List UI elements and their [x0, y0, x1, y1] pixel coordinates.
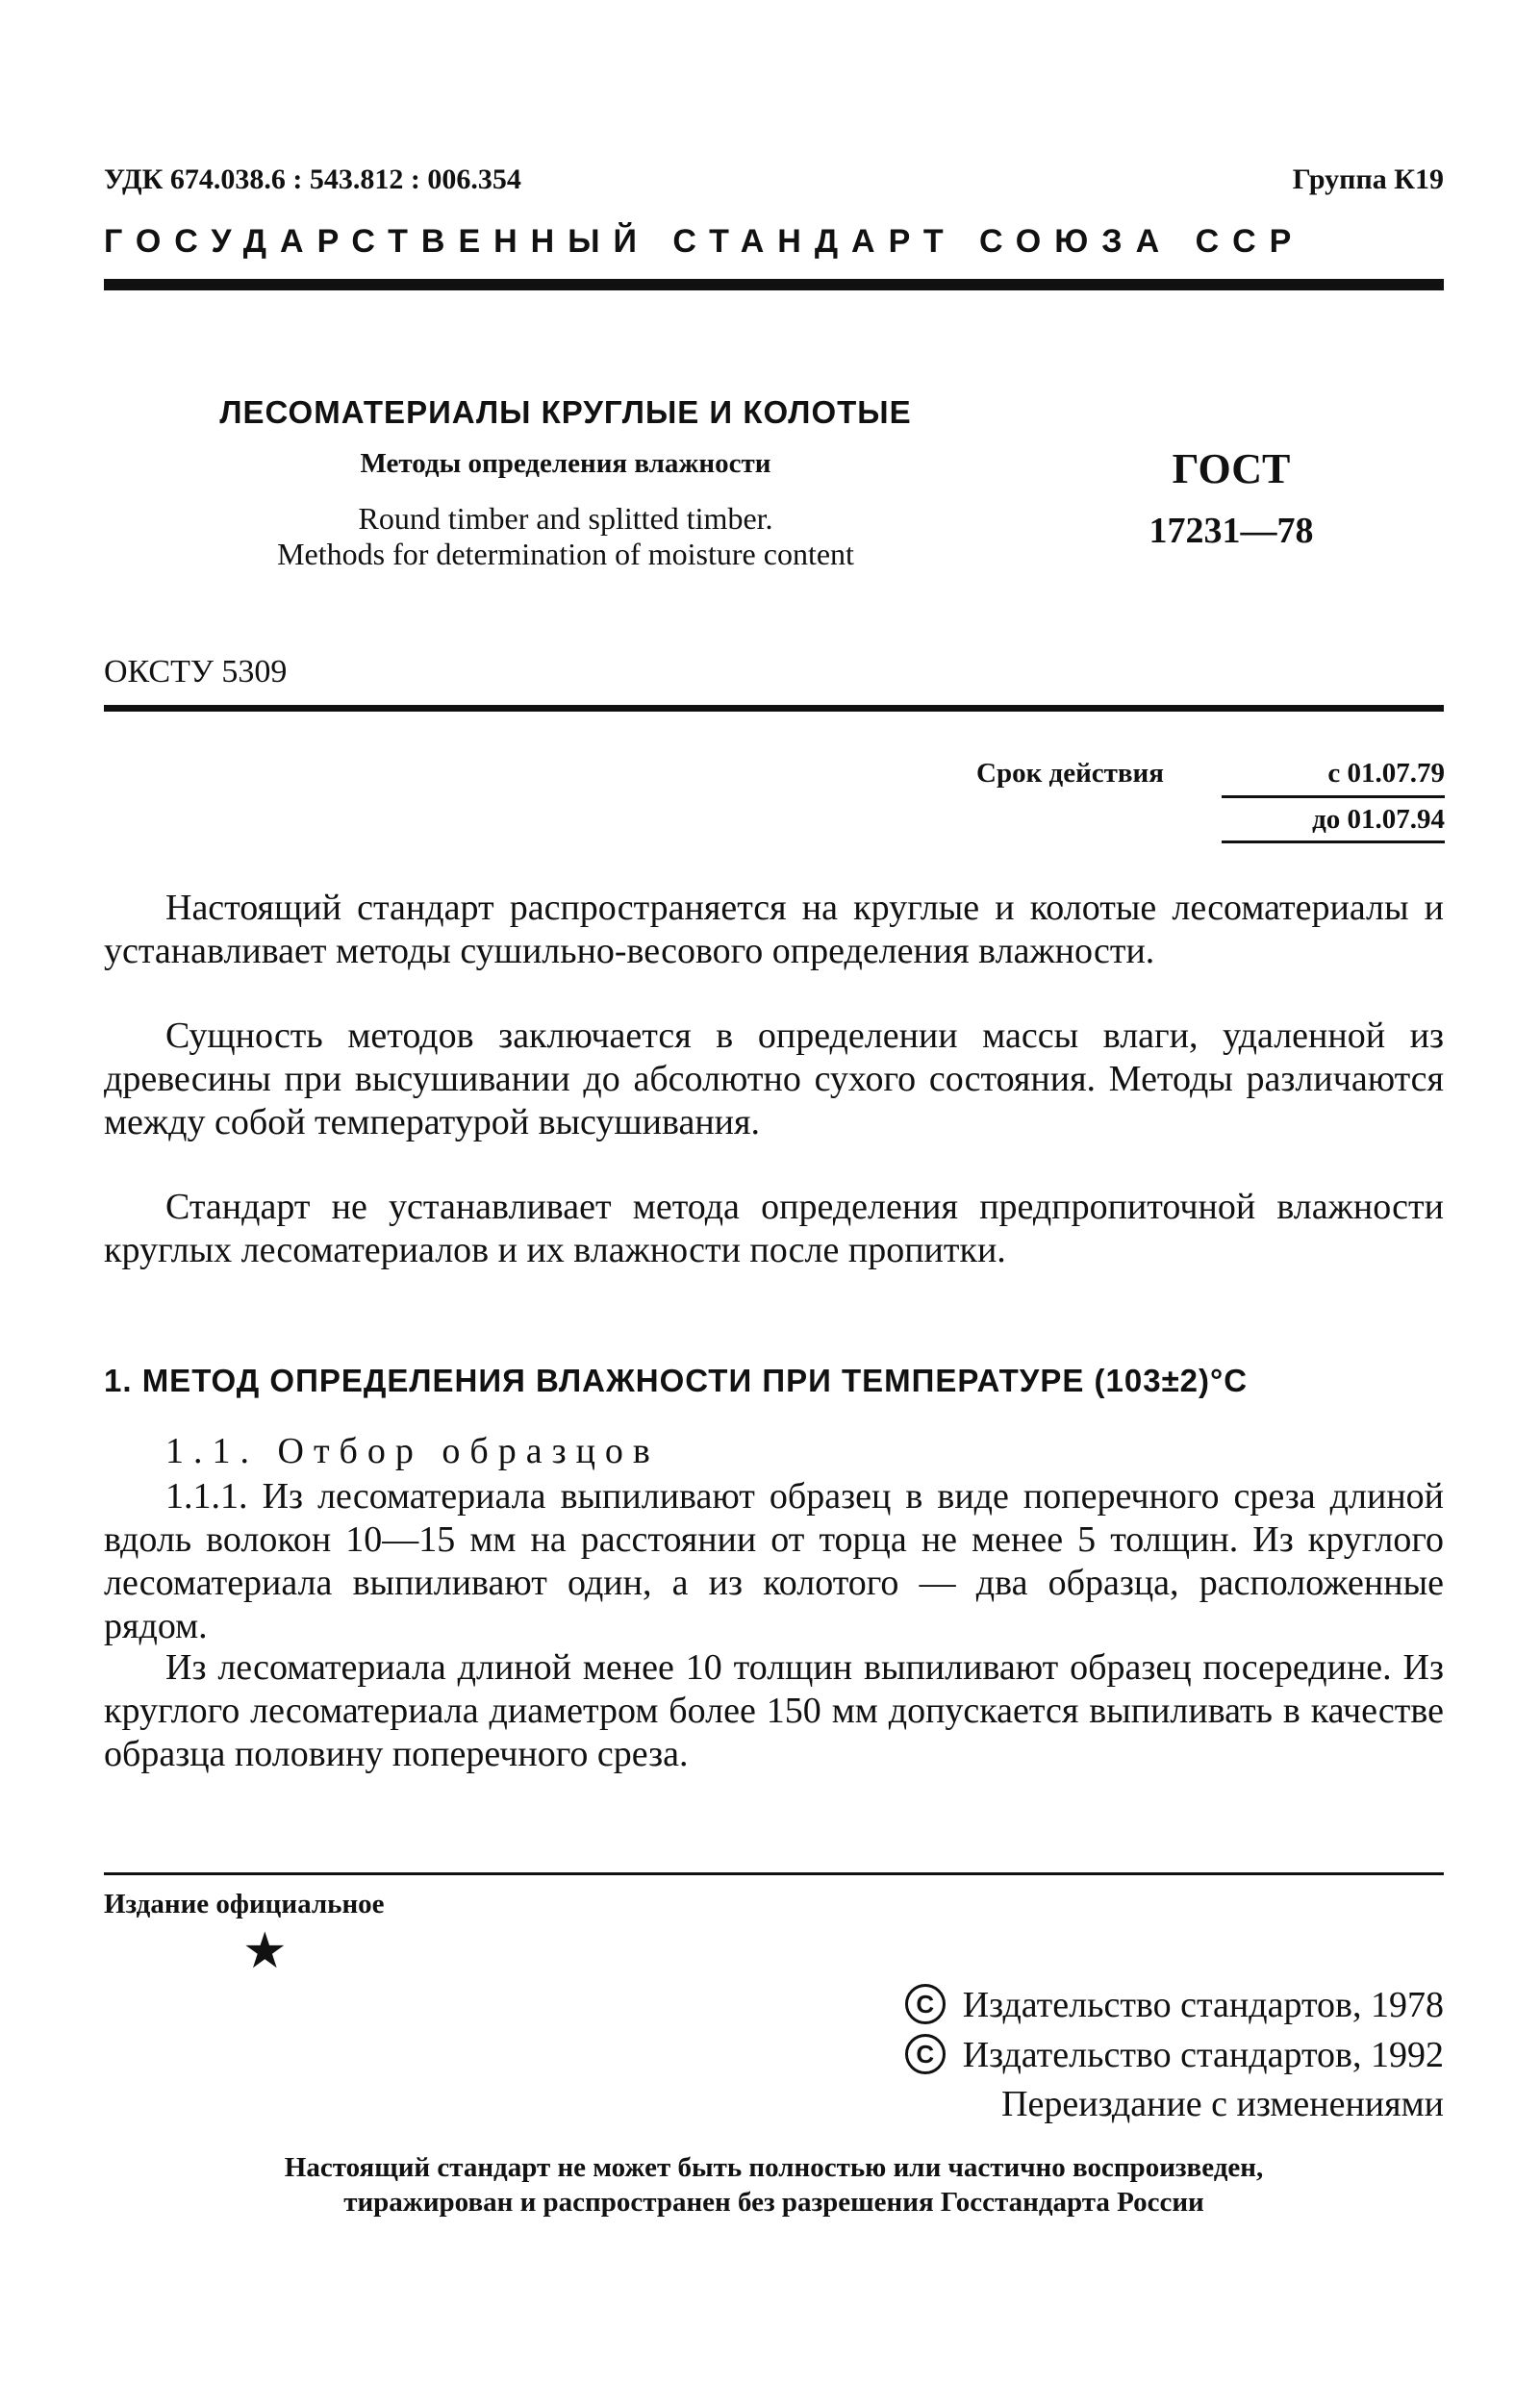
section-1-heading: 1. МЕТОД ОПРЕДЕЛЕНИЯ ВЛАЖНОСТИ ПРИ ТЕМПЕРАТУРЕ (103±2)°С: [104, 1363, 1249, 1398]
header-divider: [104, 279, 1444, 290]
validity-underline-to: [1222, 840, 1445, 843]
subsection-1-1-heading: 1.1. Отбор образцов: [165, 1431, 660, 1471]
reproduction-notice-line-1: Настоящий стандарт не может быть полностью или частично воспроизведен,: [284, 2152, 1264, 2183]
intro-paragraph-scope: Настоящий стандарт распространяется на круглые и колотые лесоматериалы и устанавливает методы сушильно-весового определения влажности.: [104, 888, 1444, 971]
copyright-icon: С: [905, 1984, 946, 2024]
okstu-divider: [104, 705, 1444, 712]
udk-code: УДК 674.038.6 : 543.812 : 006.354: [104, 163, 521, 195]
title-block: [104, 394, 1027, 572]
gost-number: 17231—78: [1149, 511, 1314, 551]
intro-paragraph-exclusions: Стандарт не устанавливает метода определения предпропиточной влажности круглых лесоматериалов и их влажности после пропитки.: [104, 1187, 1444, 1270]
intro-paragraph-essence: Сущность методов заключается в определении массы влаги, удаленной из древесины при высушивании до абсолютно сухого состояния. Методы различаются между собой температурой высушивания.: [104, 1016, 1444, 1142]
copyright-1992: [905, 2034, 1444, 2076]
validity-from: с 01.07.79: [1327, 758, 1445, 789]
english-title-line-1: Round timber and splitted timber.: [358, 501, 773, 536]
validity-label: Срок действия: [976, 758, 1164, 789]
copyright-1978-text: Издательство стандартов, 1978: [962, 1985, 1444, 2025]
paragraph-1-1-1: 1.1.1. Из лесоматериала выпиливают образец в виде поперечного среза длиной вдоль волокон 10—15 мм на расстоянии от торца не менее 5 толщин. Из круглого лесоматериала выпиливают один, а из колотого — два образца, расположенные рядом.: [104, 1476, 1444, 1646]
okstu-code: ОКСТУ 5309: [104, 654, 288, 690]
validity-underline-from: [1222, 795, 1445, 798]
group-code: Группа К19: [1292, 163, 1444, 195]
paragraph-1-1-1-continued: Из лесоматериала длиной менее 10 толщин выпиливают образец посередине. Из круглого лесоматериала диаметром более 150 мм допускается выпиливать в качестве образца половину поперечного среза.: [104, 1647, 1444, 1774]
reproduction-notice: [104, 2150, 1444, 2220]
copyright-icon: С: [905, 2034, 946, 2074]
document-subtitle: Методы определения влажности: [360, 448, 771, 479]
reissue-note: Переиздание с изменениями: [1001, 2084, 1444, 2124]
document-title: ЛЕСОМАТЕРИАЛЫ КРУГЛЫЕ И КОЛОТЫЕ: [219, 394, 912, 430]
state-standard-banner: ГОСУДАРСТВЕННЫЙ СТАНДАРТ СОЮЗА ССР: [104, 223, 1305, 260]
english-title-line-2: Methods for determination of moisture content: [277, 536, 854, 571]
copyright-1992-text: Издательство стандартов, 1992: [962, 2035, 1444, 2075]
star-icon: ★: [242, 1924, 288, 1979]
footer-divider: [104, 1872, 1444, 1875]
validity-to: до 01.07.94: [1312, 804, 1445, 835]
gost-label: ГОСТ: [1172, 445, 1291, 492]
official-edition-label: Издание официальное: [104, 1889, 385, 1919]
reproduction-notice-line-2: тиражирован и распространен без разрешения Госстандарта России: [343, 2187, 1204, 2218]
copyright-1978: [905, 1984, 1444, 2026]
